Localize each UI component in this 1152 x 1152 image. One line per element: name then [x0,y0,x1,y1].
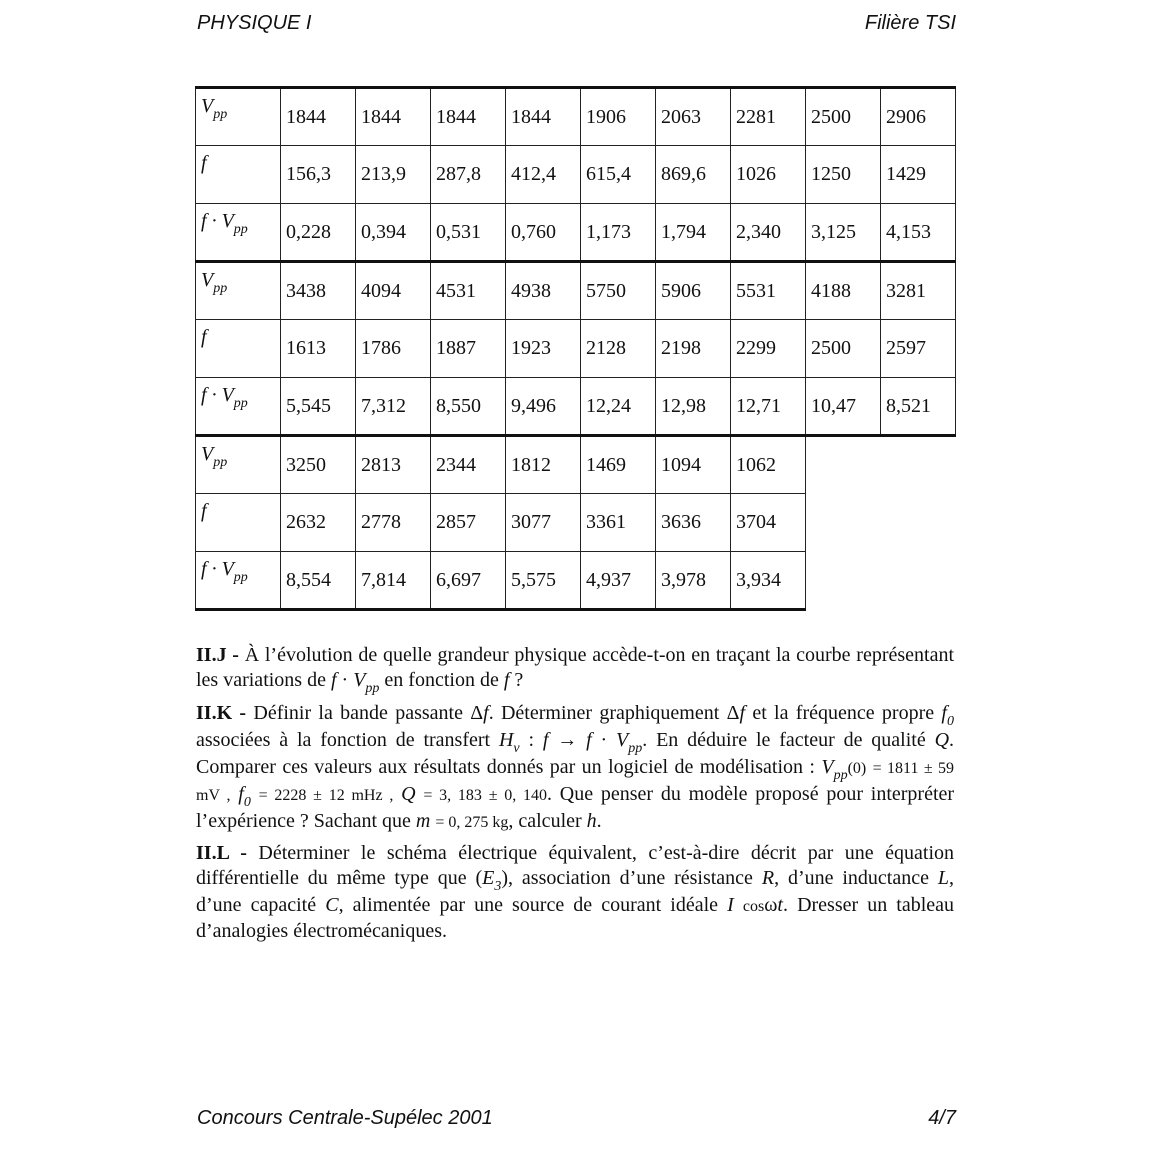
table-cell: 6,697 [431,552,506,610]
table-cell: 2857 [431,494,506,552]
table-cell: 1906 [581,88,656,146]
empty-cell [806,494,881,552]
table-cell: 2813 [356,436,431,494]
table-cell: 10,47 [806,378,881,436]
table-cell: 4938 [506,262,581,320]
table-cell: 3438 [281,262,356,320]
table-cell: 2778 [356,494,431,552]
table-cell: 2198 [656,320,731,378]
table-cell: 4,937 [581,552,656,610]
table-cell: 4,153 [881,204,956,262]
footer-page-number: 4/7 [928,1107,956,1129]
row-label-f: f [196,320,281,378]
table-cell: 2,340 [731,204,806,262]
empty-cell [881,552,956,610]
table-cell: 2299 [731,320,806,378]
table-cell: 1786 [356,320,431,378]
row-label-f: f [196,146,281,204]
table-cell: 1613 [281,320,356,378]
table-cell: 7,312 [356,378,431,436]
table-row [196,320,956,378]
table-cell: 3281 [881,262,956,320]
table-row [196,436,956,494]
footer-competition: Concours Centrale-Supélec 2001 [197,1107,493,1129]
table-cell: 1844 [281,88,356,146]
table-cell: 12,24 [581,378,656,436]
table-cell: 3361 [581,494,656,552]
table-cell: 3704 [731,494,806,552]
table-cell: 8,550 [431,378,506,436]
table-cell: 2597 [881,320,956,378]
table-cell: 1026 [731,146,806,204]
table-cell: 1469 [581,436,656,494]
table-cell: 0,760 [506,204,581,262]
table-cell: 5,545 [281,378,356,436]
table-cell: 869,6 [656,146,731,204]
empty-cell [806,436,881,494]
question-j: II.J - À l’évolution de quelle grandeur physique accède-t-on en traçant la courbe représentant les variations de $f \cdot V_{pp}$ en fonction de f ? [196,644,955,696]
table-cell: 1844 [431,88,506,146]
table-cell: 1812 [506,436,581,494]
row-label-vpp: $V_{pp}$ [196,88,281,146]
table-cell: 7,814 [356,552,431,610]
table-cell: 3,934 [731,552,806,610]
row-label-vpp: $V_{pp}$ [196,262,281,320]
table-cell: 1062 [731,436,806,494]
measurement-table [195,86,956,611]
table-cell: 2632 [281,494,356,552]
table-cell: 0,394 [356,204,431,262]
table-cell: 3,125 [806,204,881,262]
table-cell: 2906 [881,88,956,146]
table-row [196,494,956,552]
table-cell: 2281 [731,88,806,146]
row-label-vpp: $V_{pp}$ [196,436,281,494]
table-cell: 5531 [731,262,806,320]
empty-cell [881,436,956,494]
empty-cell [881,494,956,552]
table-row [196,88,956,146]
row-label-fvpp: $f \cdot V_{pp}$ [196,204,281,262]
table-cell: 1,794 [656,204,731,262]
table-row [196,552,956,610]
table-cell: 1887 [431,320,506,378]
table-cell: 412,4 [506,146,581,204]
table-cell: 1094 [656,436,731,494]
table-cell: 5,575 [506,552,581,610]
table-cell: 12,98 [656,378,731,436]
table-cell: 1844 [506,88,581,146]
table-row [196,262,956,320]
table-cell: 213,9 [356,146,431,204]
table-cell: 8,554 [281,552,356,610]
table-cell: 3636 [656,494,731,552]
table-cell: 4094 [356,262,431,320]
row-label-fvpp: $f \cdot V_{pp}$ [196,378,281,436]
table-cell: 5750 [581,262,656,320]
table-row [196,204,956,262]
header-track: Filière TSI [864,12,956,34]
table-cell: 2128 [581,320,656,378]
table-row [196,146,956,204]
table-cell: 1429 [881,146,956,204]
table-cell: 5906 [656,262,731,320]
table-cell: 2500 [806,88,881,146]
table-cell: 2500 [806,320,881,378]
table-cell: 3,978 [656,552,731,610]
row-label-f: f [196,494,281,552]
table-cell: 1250 [806,146,881,204]
row-label-fvpp: $f \cdot V_{pp}$ [196,552,281,610]
question-k: II.K - Définir la bande passante Δf. Déterminer graphiquement Δf et la fréquence propre $f_0$ associées à la fonction de transfert $H_v$ : $f \to f \cdot V_{pp}$. En déduire le facteur de qualité Q. Comparer ces valeurs aux résultats donnés par un logiciel de modélisation : $V_{pp}(0) = 1811 \pm 59$ mV , $f_0 = 2228 \pm 12$ mHz , Q = 3, 183 ± 0, 140. Que penser du modèle proposé pour interpréter l’expérience ? Sachant que m = 0, 275 kg, calculer h. [196,702,955,832]
table-cell: 4188 [806,262,881,320]
question-l: II.L - Déterminer le schéma électrique équivalent, c’est-à-dire décrit par une équation différentielle du même type que $(E_3)$, association d’une résistance R, d’une inductance L, d’une capacité C, alimentée par une source de courant idéale I cosωt. Dresser un tableau d’analogies électromécaniques. [196,842,955,942]
table-row [196,378,956,436]
table-cell: 3250 [281,436,356,494]
table-cell: 2063 [656,88,731,146]
table-cell: 8,521 [881,378,956,436]
table-cell: 12,71 [731,378,806,436]
table-cell: 1923 [506,320,581,378]
table-cell: 3077 [506,494,581,552]
table-cell: 1844 [356,88,431,146]
table-cell: 287,8 [431,146,506,204]
table-cell: 615,4 [581,146,656,204]
table-cell: 2344 [431,436,506,494]
table-cell: 4531 [431,262,506,320]
table-cell: 0,531 [431,204,506,262]
questions-section [196,643,954,950]
table-cell: 156,3 [281,146,356,204]
table-cell: 1,173 [581,204,656,262]
table-cell: 0,228 [281,204,356,262]
empty-cell [806,552,881,610]
header-subject: PHYSIQUE I [197,12,312,34]
table-cell: 9,496 [506,378,581,436]
